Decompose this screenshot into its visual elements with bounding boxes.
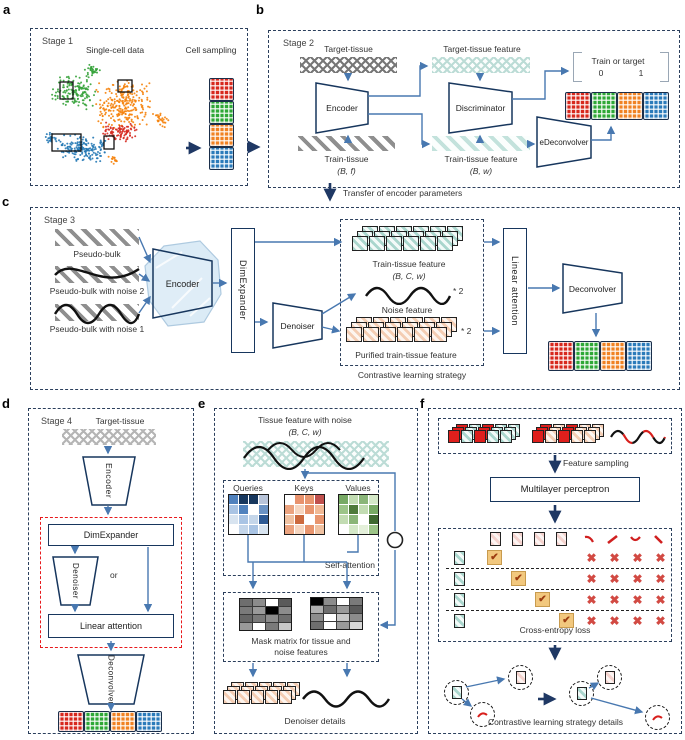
pseudo-bulk-noise2-label: Pseudo-bulk with noise 2 [49,286,145,296]
cell-fraction [58,711,84,732]
pseudo-bulk-noise1-label: Pseudo-bulk with noise 1 [49,324,145,334]
matrix-cell [305,515,314,524]
matrix-cell [339,525,348,534]
pseudo-bulk-bar [55,229,139,246]
discriminator-label: Discriminator [455,103,506,113]
feature-tile [420,236,436,251]
mask-label-line1: Mask matrix for tissue and [251,636,351,646]
matrix-cell [285,515,294,524]
feature-tile [386,236,402,251]
feature-tile [346,327,362,342]
sample-tile [454,614,465,628]
feature-tile [558,430,570,443]
tile-row [352,236,454,254]
matrix-cell [324,598,336,605]
matrix-cell [266,623,278,630]
cell-fraction [209,101,234,124]
anchor-circle [444,680,469,705]
mask-tissue-grid [239,598,292,631]
encoder-block-d [82,456,136,506]
x-icon: ✖ [655,593,666,607]
cell-fraction [110,711,136,732]
cell-fraction [548,341,574,371]
denoiser-details-label: Denoiser details [284,716,346,726]
denoised-tissue-stack [223,682,303,708]
feature-tile [437,236,453,251]
linear-attention-block-c: Linear attention [503,228,527,354]
noise1-wave [52,300,142,326]
mask-noise-grid [310,597,363,630]
matrix-cell [249,515,258,524]
class-tile [556,532,567,546]
x-icon: ✖ [586,614,597,628]
matrix-cell [305,495,314,504]
purified-sample-stack [532,424,604,448]
matrix-cell [295,505,304,514]
matrix-cell [240,623,252,630]
matrix-cell [249,525,258,534]
matrix-cell [311,598,323,605]
matrix-cell [369,515,378,524]
x-icon: ✖ [655,551,666,565]
x-icon: ✖ [632,614,643,628]
negative-circle-after [645,705,670,730]
deconvolver-d-label: Deconvolver [106,654,116,705]
matrix-cell [240,615,252,622]
matrix-cell [337,598,349,605]
matrix-cell [350,622,362,629]
purified-label: Purified train-tissue feature [355,350,457,360]
target-tissue-feature-label: Target-tissue feature [443,44,521,54]
matrix-cell [350,614,362,621]
tissue-feature-noise-label: Tissue feature with noise [258,415,352,425]
edeconvolver-label: eDeconvolver [539,137,589,147]
matrix-cell [359,505,368,514]
feature-tile [571,430,583,443]
cell-fraction [209,147,234,170]
panel-f-letter: f [420,396,425,411]
matrix-cell [349,505,358,514]
matrix-cell [279,623,291,630]
matrix-cell [350,598,362,605]
matrix-cell [324,622,336,629]
target-tissue-d-label: Target-tissue [95,416,145,426]
feature-tile [584,430,596,443]
cell-fraction [574,341,600,371]
sampled-cells-column [209,78,234,170]
feature-tile [397,327,413,342]
mask-label-line2: noise features [274,647,328,657]
denoiser-block-d [52,556,99,606]
row-separator [446,589,664,590]
feature-tile [369,236,385,251]
dimexpander-block-c: DimExpander [231,228,255,353]
matrix-cell [239,495,248,504]
matrix-cell [349,515,358,524]
cell-fraction [626,341,652,371]
matrix-cell [311,622,323,629]
anchor-tile [452,686,462,699]
matrix-cell [285,495,294,504]
feature-tile [251,690,264,704]
tsne-scatter [38,58,190,182]
tile-row [223,690,293,708]
panel-c-letter: c [2,194,10,209]
sample-tile [454,593,465,607]
matrix-cell [279,607,291,614]
matrix-cell [369,525,378,534]
matrix-cell [305,525,314,534]
linear-attention-block-d: Linear attention [48,614,174,638]
x-icon: ✖ [632,551,643,565]
check-icon: ✔ [511,571,526,586]
train-feature-c-label: Train-tissue feature [372,259,446,269]
encoder-d-label: Encoder [104,463,114,499]
matrix-cell [339,505,348,514]
bracket-right [660,52,669,82]
positive-circle-after [597,665,622,690]
x-icon: ✖ [655,614,666,628]
matrix-cell [311,614,323,621]
matrix-cell [359,495,368,504]
cell-fraction [209,124,234,147]
train-tissue-feature-dim: (B, w) [469,166,493,176]
matrix-cell [253,615,265,622]
matrix-cell [253,607,265,614]
times2-purified: * 2 [461,326,472,336]
purified-feature-stack [346,317,458,344]
matrix-cell [259,515,268,524]
feature-tile [380,327,396,342]
panel-a-letter: a [3,2,11,17]
matrix-cell [229,525,238,534]
feature-tile [265,690,278,704]
transfer-label: Transfer of encoder parameters [343,188,463,198]
frozen-encoder-block [152,248,213,319]
feature-tile [500,430,512,443]
feature-tile [279,690,292,704]
stage-1-label: Stage 1 [42,36,74,46]
x-icon: ✖ [586,551,597,565]
denoiser-block-c [272,302,323,349]
edeconvolver-block [536,116,592,168]
encoder-label: Encoder [326,103,358,113]
feature-tile [352,236,368,251]
matrix-cell [259,525,268,534]
noise-feature-label: Noise feature [381,305,433,315]
noise2-wave [52,262,142,288]
matrix-cell [349,525,358,534]
matrix-cell [305,505,314,514]
single-cell-data-label: Single-cell data [85,45,145,55]
matrix-cell [324,614,336,621]
x-icon: ✖ [586,593,597,607]
feature-tile [403,236,419,251]
train-or-target-label: Train or target [591,56,645,66]
matrix-cell [253,599,265,606]
feature-tile [223,690,236,704]
matrix-cell [229,495,238,504]
matrix-cell [350,606,362,613]
contrastive-label: Contrastive learning strategy [357,370,467,380]
class-tile [490,532,501,546]
matrix-cell [295,525,304,534]
stage-4-label: Stage 4 [41,416,73,426]
matrix-cell [337,622,349,629]
panel-d-letter: d [2,396,10,411]
train-feature-stack [352,226,464,253]
cell-fraction [600,341,626,371]
stage-2-label: Stage 2 [283,38,315,48]
train-tissue-dim: (B, f) [337,166,356,176]
mlp-block: Multilayer perceptron [490,477,640,502]
cell-fraction [209,78,234,101]
target-tissue-bar [300,57,397,73]
queries-label: Queries [233,483,263,493]
tissue-sample-stack [448,424,520,448]
feature-tile [461,430,473,443]
cross-entropy-label: Cross-entropy loss [519,625,591,635]
matrix-cell [295,495,304,504]
matrix-cell [259,495,268,504]
matrix-cell [279,599,291,606]
self-attention-label: Self-attention [324,560,375,570]
estimated-cells-row-c [548,341,652,371]
x-row [580,570,674,588]
feature-sampling-label: Feature sampling [563,458,629,468]
feature-tile [414,327,430,342]
matrix-cell [315,505,324,514]
matrix-cell [315,495,324,504]
sample-tile [454,572,465,586]
estimated-cells-row-b [565,92,669,120]
matrix-cell [239,525,248,534]
x-row [580,591,674,609]
estimated-cells-row-d [58,711,162,732]
class-tile [534,532,545,546]
check-icon: ✔ [559,613,574,628]
x-row [580,549,674,567]
dimexpander-block-d: DimExpander [48,524,174,546]
matrix-cell [239,515,248,524]
mixed-noise-wave [608,426,668,446]
encoder-c-label: Encoder [165,278,200,289]
matrix-cell [339,495,348,504]
anchor-tile [577,687,587,700]
matrix-cell [279,615,291,622]
noise-feature-wave [363,283,451,305]
matrix-cell [240,599,252,606]
x-icon: ✖ [609,572,620,586]
target-tissue-feature-bar [432,57,530,73]
deconvolver-c-label: Deconvolver [568,283,617,294]
contrastive-details-label: Contrastive learning strategy details [487,717,624,727]
or-label: or [110,570,118,580]
class-tile [512,532,523,546]
matrix-cell [359,515,368,524]
feature-tile [448,430,460,443]
denoised-noise-wave [300,686,392,708]
queries-grid [228,494,269,535]
stage-3-label: Stage 3 [44,215,76,225]
values-label: Values [345,483,371,493]
matrix-cell [253,623,265,630]
x-icon: ✖ [632,593,643,607]
feature-tile [431,327,447,342]
x-icon: ✖ [655,572,666,586]
train-tissue-bar [298,136,395,151]
anchor-circle-after [569,681,594,706]
x-icon: ✖ [586,572,597,586]
matrix-cell [240,607,252,614]
tile-row [346,327,448,345]
tissue-feature-noise-dim: (B, C, w) [288,427,322,437]
matrix-cell [349,495,358,504]
row-separator [446,610,664,611]
times2-noise: * 2 [453,286,464,296]
check-icon: ✔ [487,550,502,565]
matrix-cell [249,495,258,504]
tissue-noise-waves [240,436,392,470]
deconvolver-block-c [562,263,623,314]
matrix-cell [229,505,238,514]
sample-tile [454,551,465,565]
cell-fraction [591,92,617,120]
feature-tile [363,327,379,342]
cell-fraction [136,711,162,732]
feature-tile [532,430,544,443]
train-feature-c-dim: (B, C, w) [392,271,426,281]
feature-tile [545,430,557,443]
cell-fraction [84,711,110,732]
feature-tile [487,430,499,443]
matrix-cell [259,505,268,514]
discriminator-block [448,82,513,134]
matrix-cell [311,606,323,613]
values-grid [338,494,379,535]
row-separator [446,568,664,569]
matrix-cell [285,525,294,534]
tile-row [532,430,597,448]
matrix-cell [315,525,324,534]
feature-tile [474,430,486,443]
tile-row [448,430,513,448]
matrix-cell [295,515,304,524]
deconvolver-block-d [77,654,145,705]
matrix-cell [324,606,336,613]
cell-sampling-label: Cell sampling [185,45,237,55]
matrix-cell [315,515,324,524]
matrix-cell [369,495,378,504]
positive-tile [516,671,526,684]
noise-arc-icon [651,713,664,723]
target-tissue-label: Target-tissue [324,44,373,54]
positive-circle [508,665,533,690]
train-tissue-feature-bar [432,136,530,151]
encoder-block-b [315,82,369,134]
panel-e-letter: e [198,396,206,411]
keys-grid [284,494,325,535]
matrix-cell [285,505,294,514]
cell-fraction [643,92,669,120]
matrix-cell [337,606,349,613]
matrix-cell [249,505,258,514]
matrix-cell [337,614,349,621]
target-tissue-d-bar [62,429,156,445]
matrix-cell [359,525,368,534]
matrix-cell [339,515,348,524]
keys-label: Keys [294,483,314,493]
train-tissue-feature-label: Train-tissue feature [444,154,518,164]
pseudo-bulk-label: Pseudo-bulk [73,249,121,259]
panel-b-letter: b [256,2,264,17]
bracket-one: 1 [638,68,644,78]
x-icon: ✖ [609,614,620,628]
train-tissue-label: Train-tissue [324,154,369,164]
feature-tile [237,690,250,704]
x-icon: ✖ [609,593,620,607]
cell-fraction [565,92,591,120]
matrix-cell [369,505,378,514]
matrix-cell [266,615,278,622]
sampling-box [104,136,114,149]
cell-fraction [617,92,643,120]
check-icon: ✔ [535,592,550,607]
denoiser-d-label: Denoiser [71,562,80,599]
denoiser-c-label: Denoiser [280,320,315,331]
matrix-cell [229,515,238,524]
matrix-cell [266,599,278,606]
x-icon: ✖ [609,551,620,565]
x-icon: ✖ [632,572,643,586]
matrix-cell [239,505,248,514]
matrix-cell [266,607,278,614]
bracket-zero: 0 [598,68,604,78]
noise-class-icons [582,534,674,546]
positive-tile [605,671,615,684]
